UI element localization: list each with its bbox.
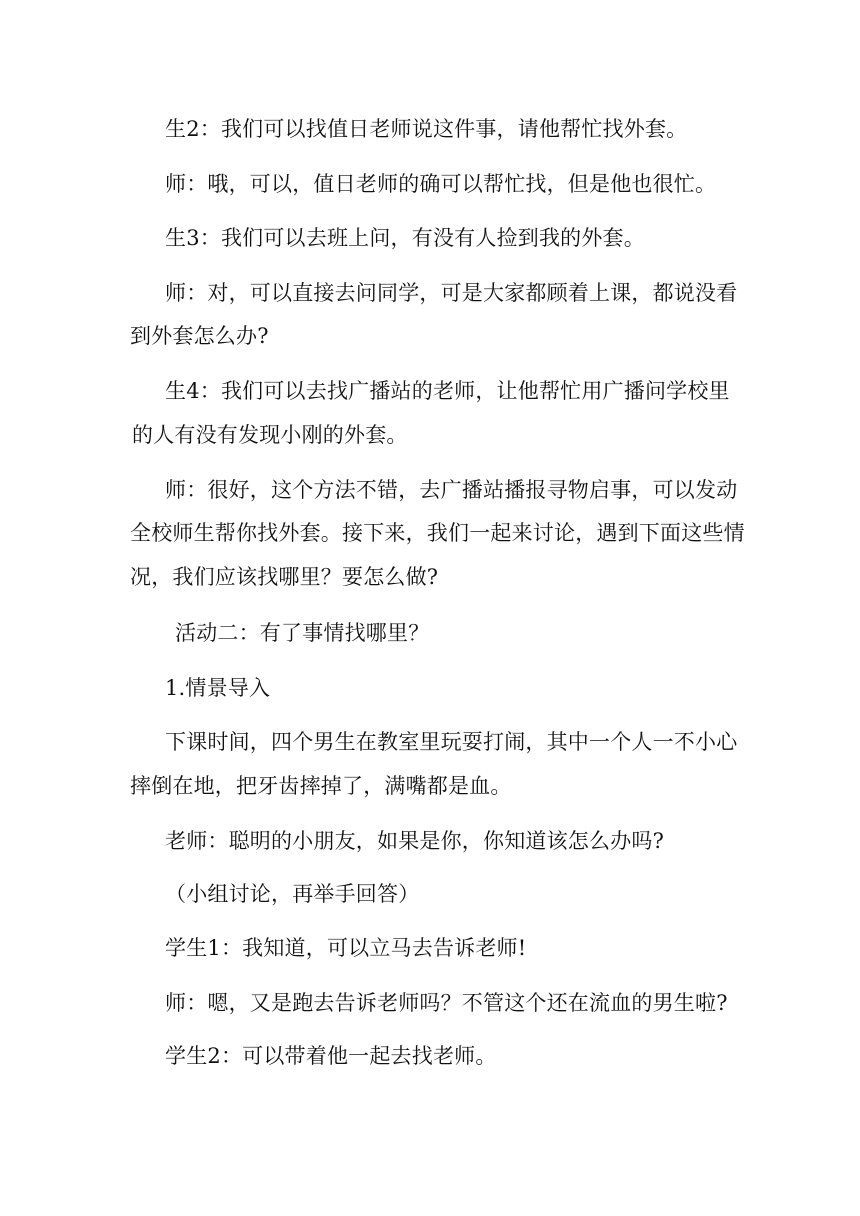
paragraph-line: 学生2：可以带着他一起去找老师。 [165, 1044, 497, 1068]
section-heading: 活动二：有了事情找哪里？ [175, 621, 430, 645]
paragraph-line: 师：对，可以直接去问同学，可是大家都顾着上课，都说没看 [165, 281, 738, 305]
paragraph-line: 学生1：我知道，可以立马去告诉老师! [165, 936, 527, 960]
paragraph-line: 师：嗯，又是跑去告诉老师吗？不管这个还在流血的男生啦? [165, 991, 728, 1015]
paragraph-line: 生2：我们可以找值日老师说这件事，请他帮忙找外套。 [165, 117, 688, 141]
paragraph-line: 到外套怎么办? [130, 324, 269, 348]
paragraph-line: 生4：我们可以去找广播站的老师，让他帮忙用广播问学校里 [165, 379, 730, 403]
paragraph-line: 老师：聪明的小朋友，如果是你，你知道该怎么办吗? [165, 829, 665, 853]
paragraph-line: 全校师生帮你找外套。接下来，我们一起来讨论，遇到下面这些情 [130, 521, 745, 545]
paragraph-line: 下课时间，四个男生在教室里玩耍打闹，其中一个人一不小心 [165, 730, 738, 754]
subsection-heading: 1.情景导入 [165, 676, 271, 700]
paragraph-line: （小组讨论，再举手回答） [165, 882, 420, 906]
paragraph-line: 的人有没有发现小刚的外套。 [132, 423, 408, 447]
paragraph-line: 师：哦，可以，值日老师的确可以帮忙找，但是他也很忙。 [165, 172, 717, 196]
paragraph-line: 况，我们应该找哪里？要怎么做? [130, 565, 439, 589]
paragraph-line: 师：很好，这个方法不错，去广播站播报寻物启事，可以发动 [165, 478, 738, 502]
paragraph-line: 摔倒在地，把牙齿摔掉了，满嘴都是血。 [130, 774, 512, 798]
paragraph-line: 生3：我们可以去班上问，有没有人捡到我的外套。 [165, 226, 645, 250]
